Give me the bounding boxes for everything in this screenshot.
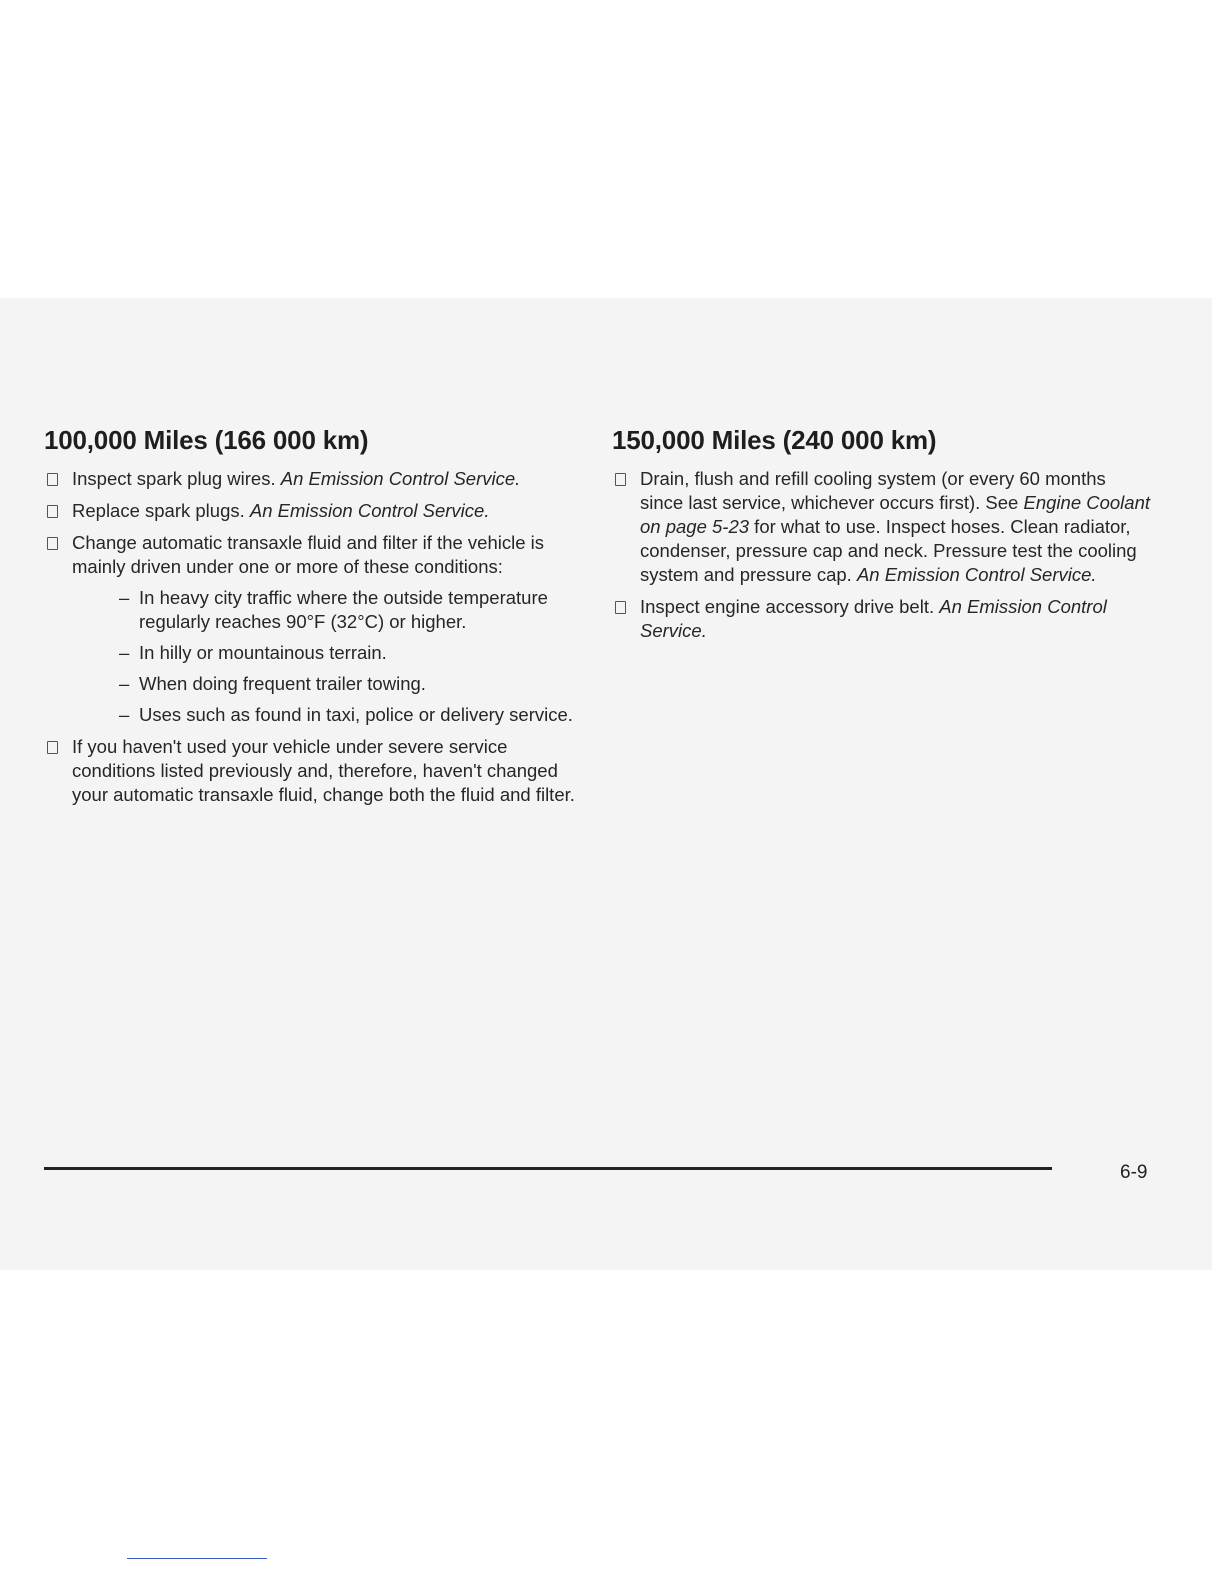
section-heading-150000: 150,000 Miles (240 000 km): [612, 425, 937, 455]
item-text-continued: for what to use. Inspect hoses. Clean radiator, condenser, pressure cap and neck. Pressure test the cooling system and pressure cap.: [640, 516, 1137, 585]
checklist-item: [612, 467, 1152, 587]
link-underline: [127, 1558, 267, 1559]
condition-item: [111, 586, 584, 634]
item-reference: An Emission Control Service.: [640, 596, 1107, 641]
item-reference: An Emission Control Service.: [280, 468, 521, 489]
item-text: If you haven't used your vehicle under severe service conditions listed previously and, therefore, haven't changed your automatic transaxle fluid, change both the fluid and filter.: [72, 736, 575, 805]
item-reference: An Emission Control Service.: [856, 564, 1097, 585]
condition-text: In hilly or mountainous terrain.: [139, 642, 387, 663]
dash-bullet: –: [119, 704, 130, 725]
item-text: Replace spark plugs.: [72, 500, 250, 521]
item-text: Inspect engine accessory drive belt.: [640, 596, 940, 617]
condition-text: In heavy city traffic where the outside temperature regularly reaches 90°F (32°C) or higher.: [139, 587, 548, 632]
condition-text: Uses such as found in taxi, police or delivery service.: [139, 704, 573, 725]
checklist-item: [44, 467, 584, 491]
checklist-100000: [44, 467, 584, 807]
condition-item: [111, 672, 584, 696]
checkbox-icon: [47, 537, 58, 550]
dash-bullet: –: [119, 642, 130, 663]
right-column: [612, 425, 1152, 651]
checklist-item: [44, 499, 584, 523]
checkbox-icon: [615, 601, 626, 614]
dash-bullet: –: [119, 673, 130, 694]
left-column: [44, 425, 584, 815]
checklist-item: [44, 531, 584, 727]
checkbox-icon: [615, 473, 626, 486]
dash-bullet: –: [119, 587, 130, 608]
item-text: Inspect spark plug wires.: [72, 468, 281, 489]
checkbox-icon: [47, 741, 58, 754]
checkbox-icon: [47, 473, 58, 486]
checkbox-icon: [47, 505, 58, 518]
condition-text: When doing frequent trailer towing.: [139, 673, 426, 694]
item-text: Drain, flush and refill cooling system (or every 60 months since last service, whichever occurs first). See: [640, 468, 1106, 513]
item-reference: An Emission Control Service.: [249, 500, 490, 521]
condition-item: [111, 703, 584, 727]
item-reference-coolant: Engine Coolant on page 5-23: [640, 492, 1151, 537]
checklist-150000: [612, 467, 1152, 643]
condition-list: [72, 586, 584, 727]
section-heading-100000: 100,000 Miles (166 000 km): [44, 425, 369, 455]
condition-item: [111, 641, 584, 665]
checklist-item: [44, 735, 584, 807]
page-number: 6-9: [1120, 1162, 1148, 1183]
checklist-item: [612, 595, 1152, 643]
item-text: Change automatic transaxle fluid and filter if the vehicle is mainly driven under one or more of these conditions:: [72, 532, 545, 577]
footer-rule: [44, 1167, 1052, 1170]
